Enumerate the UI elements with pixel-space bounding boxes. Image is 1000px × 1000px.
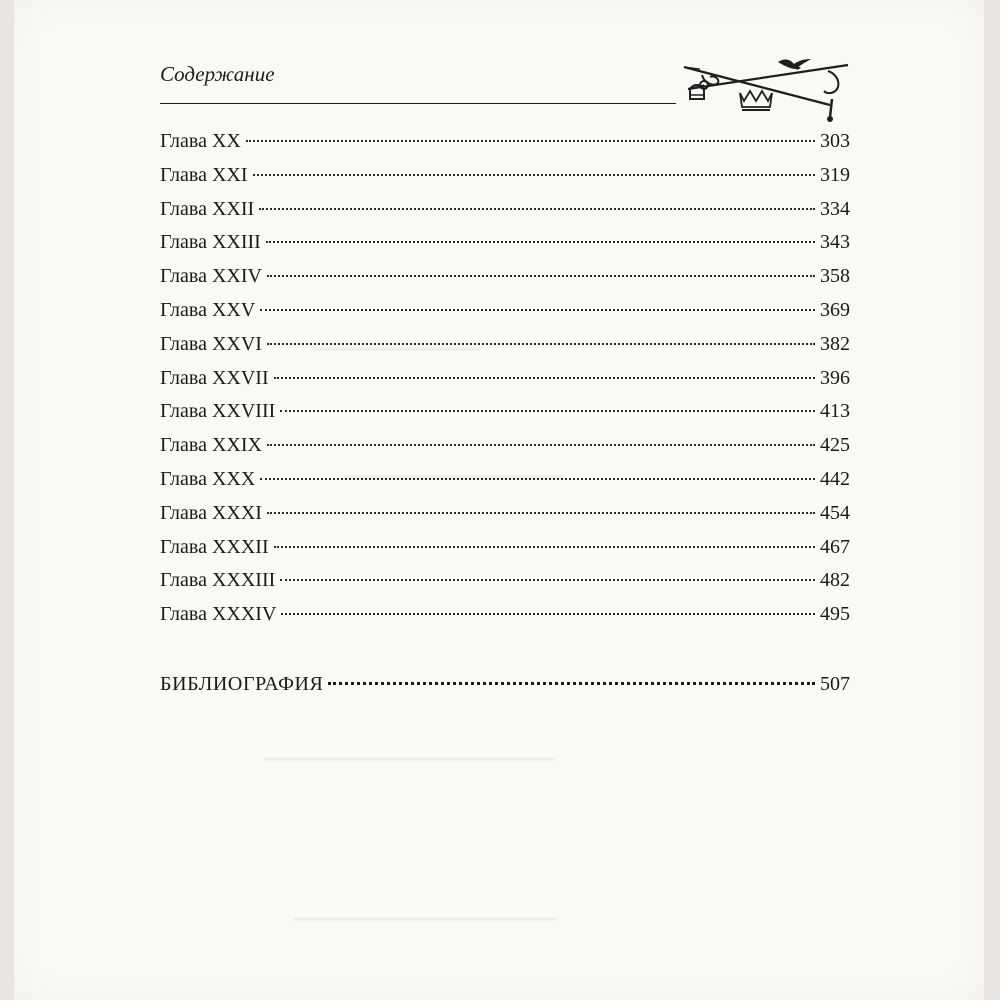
dot-leader xyxy=(260,478,815,480)
toc-entry[interactable] xyxy=(160,328,850,362)
dot-leader xyxy=(267,444,815,446)
toc-entry-page: 413 xyxy=(820,400,850,423)
toc-entry-label: Глава XXVIII xyxy=(160,400,276,423)
toc-entry[interactable] xyxy=(160,193,850,227)
dot-leader xyxy=(267,343,815,345)
toc-entry[interactable] xyxy=(160,395,850,429)
toc-entry-page: 482 xyxy=(820,569,850,592)
toc-entry-label: Глава XXXIV xyxy=(160,603,277,626)
toc-entry-label: Глава XXX xyxy=(160,467,256,490)
bleed-through-text: ▁▁▁▁▁▁▁▁▁▁▁ xyxy=(344,450,564,479)
bleed-through-text: ▁▁▁▁▁▁▁▁▁▁▁▁▁▁▁▁▁▁▁▁▁ xyxy=(264,740,555,760)
toc-entry-page: 495 xyxy=(820,603,850,626)
toc-entry-bibliography[interactable] xyxy=(160,668,850,702)
toc-entry-label: Глава XXI xyxy=(160,163,248,186)
dot-leader xyxy=(266,241,815,243)
toc-entry-page: 334 xyxy=(820,197,850,220)
header-divider xyxy=(160,103,676,104)
table-of-contents xyxy=(160,125,850,632)
crossed-swords-crown-bird-icon xyxy=(680,55,850,127)
toc-entry-page: 442 xyxy=(820,467,850,490)
toc-entry[interactable] xyxy=(160,159,850,193)
toc-entry-label: Глава XXXIII xyxy=(160,569,276,592)
dot-leader xyxy=(280,410,815,412)
toc-entry-label: Глава XXIV xyxy=(160,265,262,288)
toc-entry-label: Глава XXIII xyxy=(160,231,261,254)
toc-entry[interactable] xyxy=(160,531,850,565)
bibliography-section xyxy=(160,668,850,702)
toc-entry-page: 507 xyxy=(820,673,850,695)
dot-leader xyxy=(281,613,815,615)
toc-entry-page: 382 xyxy=(820,332,850,355)
bleed-through-text: ▁▁▁▁▁▁▁▁▁▁▁▁▁▁▁▁▁▁▁ xyxy=(294,900,558,920)
page-title: Содержание xyxy=(160,62,275,86)
dot-leader xyxy=(267,512,815,514)
toc-entry-page: 358 xyxy=(820,265,850,288)
toc-entry[interactable] xyxy=(160,564,850,598)
toc-entry-page: 454 xyxy=(820,501,850,524)
toc-entry-label: Глава XXXI xyxy=(160,501,262,524)
dot-leader xyxy=(328,682,815,685)
dot-leader xyxy=(260,309,815,311)
toc-entry[interactable] xyxy=(160,429,850,463)
book-page xyxy=(14,0,984,1000)
toc-entry-page: 425 xyxy=(820,434,850,457)
toc-entry[interactable] xyxy=(160,226,850,260)
dot-leader xyxy=(274,546,815,548)
page-header xyxy=(160,55,850,135)
toc-entry-label: Глава XXIX xyxy=(160,434,262,457)
toc-entry-label: Глава XXXII xyxy=(160,535,269,558)
toc-entry[interactable] xyxy=(160,125,850,159)
toc-entry-label: Глава XXVI xyxy=(160,332,262,355)
toc-entry[interactable] xyxy=(160,598,850,632)
toc-entry-page: 467 xyxy=(820,535,850,558)
toc-entry-page: 343 xyxy=(820,231,850,254)
toc-entry[interactable] xyxy=(160,463,850,497)
toc-entry-label: БИБЛИОГРАФИЯ xyxy=(160,673,324,695)
toc-entry[interactable] xyxy=(160,294,850,328)
toc-entry-page: 396 xyxy=(820,366,850,389)
dot-leader xyxy=(246,140,815,142)
dot-leader xyxy=(280,579,815,581)
toc-entry[interactable] xyxy=(160,260,850,294)
dot-leader xyxy=(274,377,815,379)
dot-leader xyxy=(253,174,815,176)
toc-entry-label: Глава XXII xyxy=(160,197,255,220)
dot-leader xyxy=(259,208,815,210)
toc-entry[interactable] xyxy=(160,497,850,531)
toc-entry-label: Глава XX xyxy=(160,130,241,152)
toc-entry[interactable] xyxy=(160,362,850,396)
bleed-through-text: ▁▁▁▁▁▁▁▁▁▁▁▁ xyxy=(314,330,481,350)
dot-leader xyxy=(267,275,815,277)
toc-entry-page: 303 xyxy=(820,130,850,152)
toc-entry-page: 369 xyxy=(820,298,850,321)
toc-entry-label: Глава XXVII xyxy=(160,366,269,389)
toc-entry-label: Глава XXV xyxy=(160,298,256,321)
toc-entry-page: 319 xyxy=(820,163,850,186)
